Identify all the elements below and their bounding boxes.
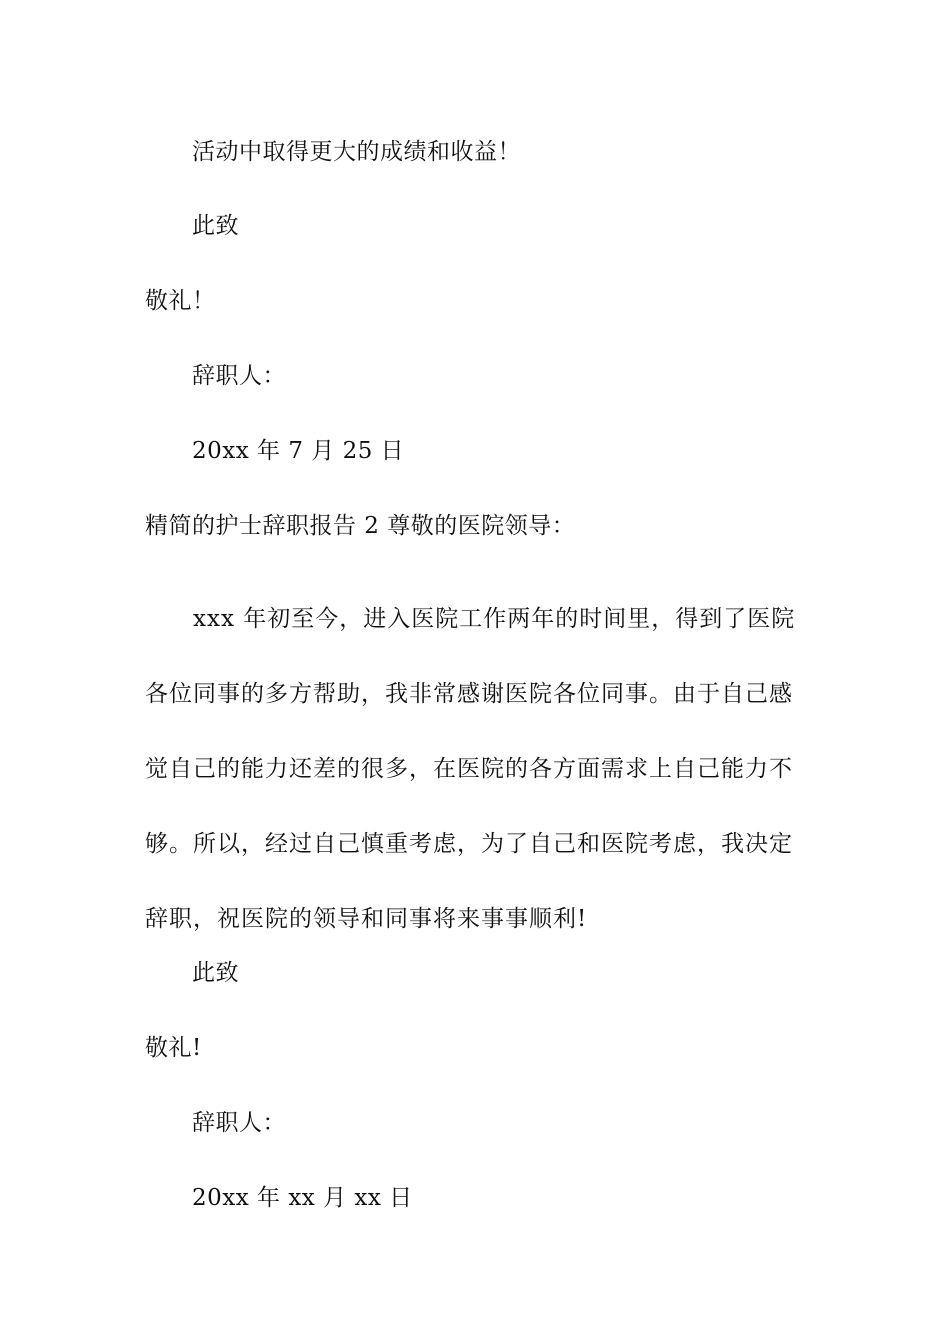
signer-label: 辞职人： xyxy=(192,363,286,389)
salutation-start: 此致 xyxy=(192,213,239,239)
closing-line: 活动中取得更大的成绩和收益！ xyxy=(192,139,521,165)
salutation-start-2: 此致 xyxy=(192,960,239,986)
signature-date: 20xx 年 7 月 25 日 xyxy=(192,438,405,464)
signer-label-2: 辞职人： xyxy=(192,1110,286,1136)
letter-heading: 精简的护士辞职报告 2 尊敬的医院领导： xyxy=(145,513,576,539)
body-line: 觉自己的能力还差的很多，在医院的各方面需求上自己能力不 xyxy=(145,756,793,782)
body-line: 辞职，祝医院的领导和同事将来事事顺利! xyxy=(145,906,588,932)
body-line: xxx 年初至今，进入医院工作两年的时间里，得到了医院 xyxy=(193,606,796,632)
body-line: 够。所以，经过自己慎重考虑，为了自己和医院考虑，我决定 xyxy=(145,831,793,857)
body-line: 各位同事的多方帮助，我非常感谢医院各位同事。由于自己感 xyxy=(145,681,793,707)
letter-body xyxy=(145,582,810,957)
salutation-end-2: 敬礼! xyxy=(145,1035,202,1061)
signature-date-2: 20xx 年 xx 月 xx 日 xyxy=(192,1185,413,1211)
salutation-end: 敬礼！ xyxy=(145,288,216,314)
